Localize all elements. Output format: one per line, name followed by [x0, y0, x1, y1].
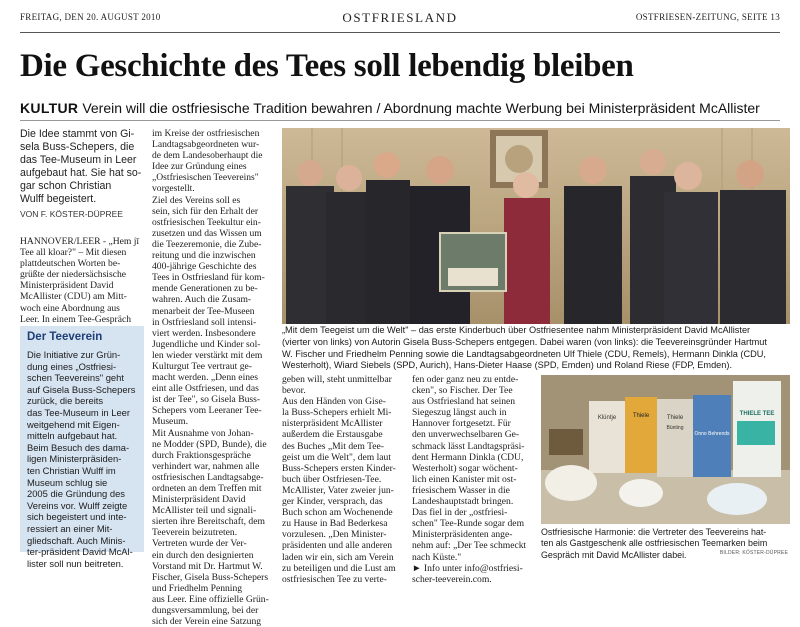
infobox-line: weitgehend mit Eigen- [27, 418, 120, 430]
section-title: OSTFRIESLAND [342, 10, 458, 25]
article-line: Buss-Schepers ersten Kinder- [282, 462, 396, 474]
article-line: Schepers vom Leeraner Tee- [152, 405, 262, 417]
intro-line: das Tee-Museum in Leer [20, 154, 137, 166]
article-line: Mit Ausnahme von Johan- [152, 427, 254, 439]
caption-line: ten als Gastgeschenk alle ostfriesischen Teemarken beim [541, 538, 768, 549]
article-line: des Buches „Mit dem Tee- [282, 440, 384, 452]
article-line: Ziel des Vereins soll es [152, 194, 241, 206]
article-line: menarbeit der Tee-Museen [152, 305, 255, 317]
intro-line: gar schon Christian [20, 180, 112, 192]
article-line: aus Ostfriesland hat seinen [412, 396, 516, 408]
infobox-line: sich begeistert und inte- [27, 511, 127, 523]
article-line: Jugendliche und Kinder sol- [152, 338, 261, 350]
tea-label-kluentje: Klüntje [597, 415, 617, 421]
article-line: McAllister (CDU) am Mitt- [20, 291, 127, 303]
article-line: Tees in Ostfriesland für kom- [152, 272, 265, 284]
tea-products-illustration [541, 375, 790, 524]
article-line: zu Hause in Bad Bederkesa [282, 518, 388, 530]
intro-line: sela Buss-Schepers, die [20, 141, 135, 153]
infobox-line: schen Teevereins" geht [27, 372, 124, 384]
article-line: zu beteiligen und die Lust am [282, 562, 396, 574]
kicker-text: Verein will die ostfriesische Tradition bewahren / Abordnung machte Werbung bei Ministerpräsident McAllister [82, 100, 760, 116]
article-line: Ministerpräsidenten ange- [412, 529, 513, 541]
article-line: ostfriesischen Tee zu verte- [282, 573, 387, 585]
infobox-line: das Tee-Museum in Leer [27, 406, 131, 418]
tea-products-photo [541, 375, 790, 524]
article-line: sich der Verein eine Satzung [152, 616, 262, 627]
article-line: nach Küste." [412, 551, 462, 563]
article-line: nehm auf: „Der Tee schmeckt [412, 540, 527, 552]
article-line: außerdem die Erstausgabe [282, 429, 383, 441]
article-line: dungsversammlung, bei der [152, 605, 259, 617]
infobox-line: Museum schlug sie [27, 476, 108, 488]
article-line: dent Hermann Dinkla (CDU, [412, 451, 524, 463]
caption-line: „Mit dem Teegeist um die Welt" – das erste Kinderbuch über Ostfriesentee nahm Ministerpräsident David McAllister [282, 325, 751, 335]
infobox-line: 2005 die Gründung des [27, 488, 125, 500]
article-line: geist um die Welt", dem laut [282, 451, 392, 463]
article-line: zusetzen und das Wissen um [152, 227, 262, 239]
infobox-line: ressiert an einer Mit- [27, 522, 113, 534]
infobox-text [27, 349, 142, 569]
article-line: Vorstand mit Dr. Hartmut W. [152, 560, 263, 572]
article-column-3 [282, 374, 406, 585]
masthead-rule [20, 32, 780, 33]
article-line: in Ostfriesland soll intensi- [152, 316, 257, 328]
article-line: sierten ihre Bereitschaft, dem [152, 516, 265, 528]
article-line: vorzulesen. „Den Minister- [282, 529, 387, 541]
infobox-line: ter-präsident David McAl- [27, 546, 133, 558]
article-line: len wieder verstärkt mit dem [152, 349, 263, 361]
byline: VON F. KÖSTER-DÜPREE [20, 209, 123, 219]
issue-date: FREITAG, DEN 20. AUGUST 2010 [20, 12, 161, 22]
photo-credit: BILDER: KÖSTER-DÜPREE [719, 550, 788, 556]
article-line: woch eine Abordnung aus [20, 302, 120, 314]
article-line: Tee all kloar?" – Mit diesen [20, 247, 127, 259]
article-line: ger Kinder, versprach, das [282, 496, 383, 508]
headline: Die Geschichte des Tees soll lebendig bleiben [20, 48, 634, 84]
article-line: Ministerpräsident David [20, 280, 114, 292]
infobox-line: ten Christian Wulff im [27, 464, 116, 476]
intro-line: aufgebaut hat. Sie hat so- [20, 167, 142, 179]
headline-rule [20, 120, 780, 121]
article-intro [20, 128, 142, 206]
article-line: plattdeutschen Worten be- [20, 258, 121, 270]
article-line: Fischer, Gisela Buss-Schepers [152, 571, 269, 583]
article-line: grüßte der niedersächsische [20, 269, 127, 281]
article-line: Hannover fortgesetzt. Für [412, 418, 511, 430]
tea-label-buenting: Bünting [666, 425, 684, 431]
infobox-line: zurück, die bereits [27, 395, 104, 407]
article-line: laden wir ein, sich am Verein [282, 551, 394, 563]
article-line: viert werden. Insbesondere [152, 327, 256, 339]
article-line: verhindert war, nahmen alle [152, 460, 260, 472]
tea-label-onno-behrends: Onno Behrends [694, 431, 730, 437]
caption-line: Gespräch mit David McAllister dabei. [541, 549, 687, 560]
caption-line: W. Fischer und Friedhelm Penning sowie die Landtagsabgeordneten Ulf Thiele (CDU, Remels), Hermann Dinkla (CDU, [282, 348, 766, 359]
article-line: Buch schon am Wochenende [282, 507, 393, 519]
article-line: 400-jährige Geschichte des [152, 261, 257, 273]
caption-line: Ostfriesische Harmonie: die Vertreter des Teevereins hat- [541, 527, 767, 537]
infobox-line: mitteln aufgebaut hat. [27, 430, 118, 442]
article-line: schen" Tee-Runde sogar dem [412, 518, 525, 530]
article-line: präsidenten und alle anderen [282, 540, 393, 552]
article-line: buch über Ostfriesen-Tee. [282, 473, 382, 485]
tea-label-thiele-tee: THIELE TEE [739, 411, 775, 417]
caption-line: Westerholt), Wiard Siebels (SPD, Aurich), Hans-Dieter Haase (SPD, Emden) und Roland Riese (FDP, Emden). [282, 360, 733, 371]
article-line: im Kreise der ostfriesischen [152, 128, 260, 139]
article-line: schmack lässt Landtagspräsi- [412, 440, 525, 452]
infobox-title: Der Teeverein [27, 331, 103, 343]
article-line: scher-teeverein.com. [412, 573, 492, 585]
article-column-2 [152, 128, 276, 627]
article-line: sein, sich für den Erhalt der [152, 205, 259, 217]
article-line: vorgestellt. [152, 183, 195, 195]
article-line: reitung und die inzwischen [152, 250, 256, 262]
intro-line: Wulff begeistert. [20, 193, 97, 205]
article-line: lich einen Kanister mit ost- [412, 473, 517, 485]
article-line: Museum. [152, 416, 188, 428]
article-line: nisterpräsident McAllister [282, 418, 383, 430]
intro-line: Die Idee stammt von Gi- [20, 128, 135, 140]
article-line: wahren. Auch die Zusam- [152, 294, 252, 306]
article-line: geben will, steht unmittelbar [282, 374, 392, 385]
infobox-line: lister soll nun beitreten. [27, 557, 124, 569]
article-line: und Friedhelm Penning [152, 582, 243, 594]
article-line: Teeverein beizutreten. [152, 527, 238, 539]
infobox-line: dung eines „Ostfriesi- [27, 360, 117, 372]
article-line: Leer. In einem Tee-Gespräch [20, 313, 132, 325]
article-line: durch Fraktionsgespräche [152, 449, 251, 461]
article-line: Aus den Händen von Gise- [282, 396, 386, 408]
infobox-line: Die Initiative zur Grün- [27, 349, 121, 360]
article-line: McAllister teil und signali- [152, 505, 257, 517]
article-line: ein durch den designierten [152, 549, 254, 561]
article-line: die Teezeremonie, die Zube- [152, 238, 262, 250]
article-line: Ministerpräsident David [152, 494, 246, 506]
article-line: Landtagsabgeordneten wur- [152, 139, 260, 151]
group-photo [282, 128, 790, 324]
infobox-line: Vereins vor. Wulff zeigte [27, 499, 128, 511]
article-line: fen oder ganz neu zu entde- [412, 374, 519, 385]
article-line: friesischem Wasser in die [412, 484, 510, 496]
article-column-1 [20, 236, 144, 325]
tea-label-thiele-1: Thiele [632, 413, 650, 419]
article-line: ostfriesischen Teekultur ein- [152, 216, 261, 228]
article-column-4 [412, 374, 538, 585]
group-photo-caption [282, 325, 790, 372]
article-line: eint alle Ostfriesen, und das [152, 383, 259, 395]
article-line: ist der Tee", so Gisela Buss- [152, 394, 261, 406]
article-line: la Buss-Schepers erhielt Mi- [282, 407, 392, 419]
tea-label-thiele-2: Thiele [666, 415, 684, 421]
article-line: ostfriesischen Landtagsabge- [152, 471, 264, 483]
article-line: HANNOVER/LEER - „Hem jī [20, 236, 140, 247]
article-line: aus Leer. Eine offizielle Grün- [152, 593, 269, 605]
group-photo-illustration [282, 128, 790, 324]
article-line: mende Generationen zu be- [152, 283, 258, 295]
article-line: cken", so Fischer. Der Tee [412, 385, 513, 397]
article-line: Kulturgut Tee vertraut ge- [152, 360, 252, 372]
article-line: Vertreten wurde der Ver- [152, 538, 247, 550]
article-line: ► Info unter info@ostfriesi- [412, 562, 523, 574]
article-line: Das fiel in der „ostfriesi- [412, 507, 508, 519]
infobox-line: auf Gisela Buss-Schepers [27, 383, 136, 395]
kicker-label: KULTUR [20, 100, 79, 116]
article-line: bevor. [282, 385, 306, 397]
caption-line: (vierter von links) von Autorin Gisela Buss-Schepers entgegen. Dabei waren (von links): die Teevereinsgründer Hartmut [282, 336, 767, 347]
article-line: den unverwechselbaren Ge- [412, 429, 520, 441]
article-line: de dem Landesoberhaupt die [152, 150, 263, 162]
article-line: Landeshauptstadt bringen. [412, 496, 514, 508]
article-line: Idee zur Gründung eines [152, 161, 247, 173]
subheadline [20, 100, 790, 116]
infobox-line: Beim Besuch des dama- [27, 441, 130, 453]
article-line: McAllister, Vater zweier jun- [282, 484, 394, 496]
article-line: macht werden. „Denn eines [152, 372, 259, 384]
article-line: „Ostfriesischen Teevereins" [152, 172, 259, 184]
article-line: Westerholt) sogar wöchent- [412, 462, 518, 474]
article-line: ne Modder (SPD, Bunde), die [152, 438, 267, 450]
article-line: Siegeszug längst auch in [412, 407, 507, 419]
infobox-line: ligen Ministerpräsiden- [27, 453, 122, 465]
article-line: ordneten an dem Treffen mit [152, 483, 262, 494]
newspaper-page: OSTFRIESEN-ZEITUNG, SEITE 13 [635, 12, 780, 22]
infobox-line: gliedschaft. Auch Minis- [27, 534, 126, 546]
